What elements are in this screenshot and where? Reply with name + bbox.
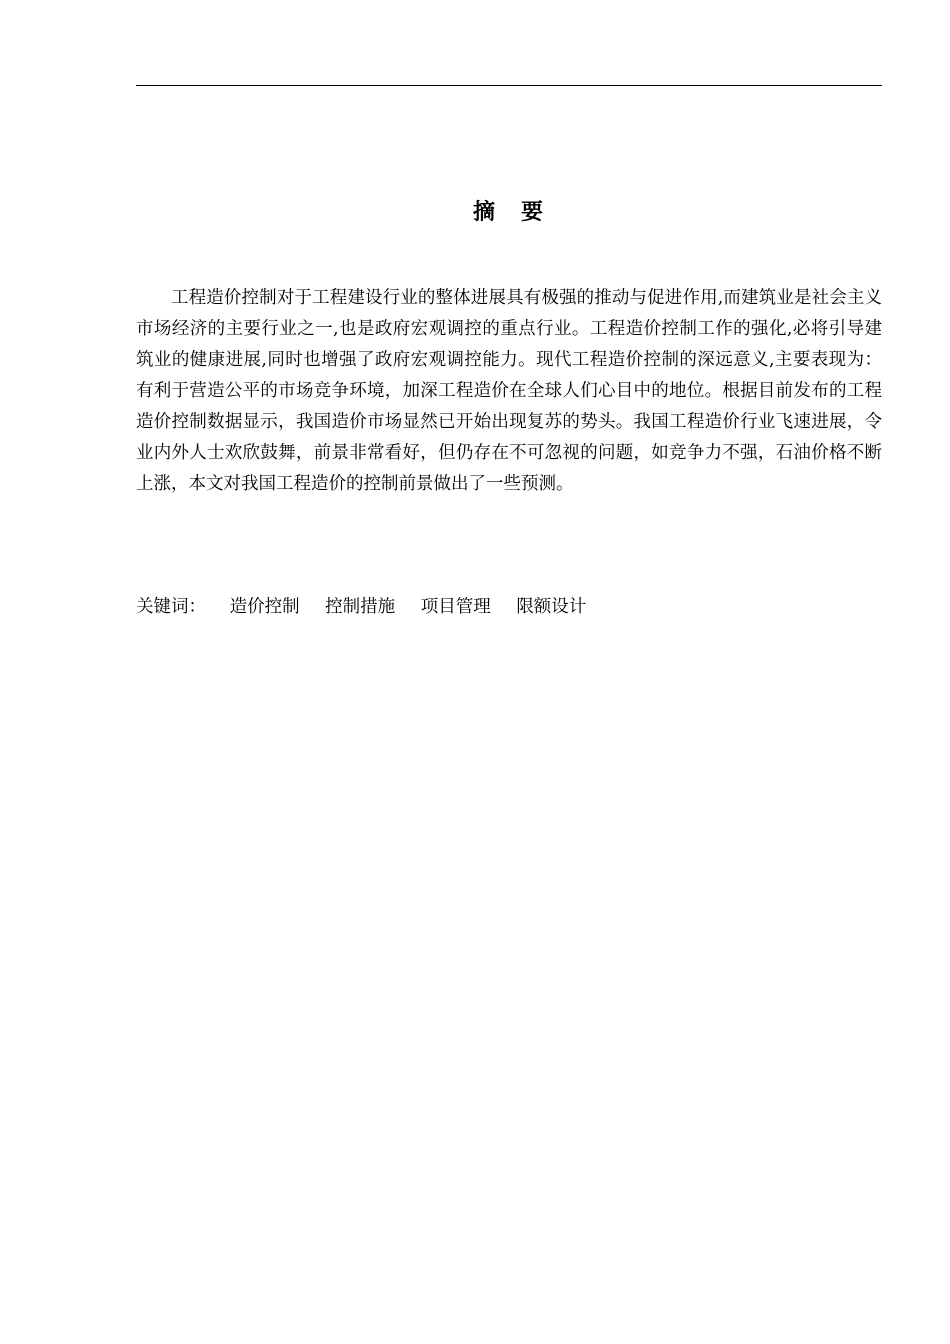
keywords-line: [136, 592, 882, 623]
abstract-title: 摘 要: [472, 200, 545, 225]
keyword-item: 限额设计: [516, 597, 587, 617]
header-rule: [136, 85, 882, 86]
keyword-item: 造价控制: [229, 597, 300, 617]
abstract-body: 工程造价控制对于工程建设行业的整体进展具有极强的推动与促进作用,而建筑业是社会主义市场经济的主要行业之一,也是政府宏观调控的重点行业。工程造价控制工作的强化,必将引导建筑业的健康进展,同时也增强了政府宏观调控能力。现代工程造价控制的深远意义,主要表现为：有利于营造公平的市场竞争环境，加深工程造价在全球人们心目中的地位。根据目前发布的工程造价控制数据显示，我国造价市场显然已开始出现复苏的势头。我国工程造价行业飞速进展，令业内外人士欢欣鼓舞，前景非常看好，但仍存在不可忽视的问题，如竞争力不强，石油价格不断上涨，本文对我国工程造价的控制前景做出了一些预测。: [136, 288, 882, 494]
keyword-item: 控制措施: [325, 597, 396, 617]
keyword-item: 项目管理: [420, 597, 491, 617]
keywords-label: 关键词：: [136, 597, 206, 617]
